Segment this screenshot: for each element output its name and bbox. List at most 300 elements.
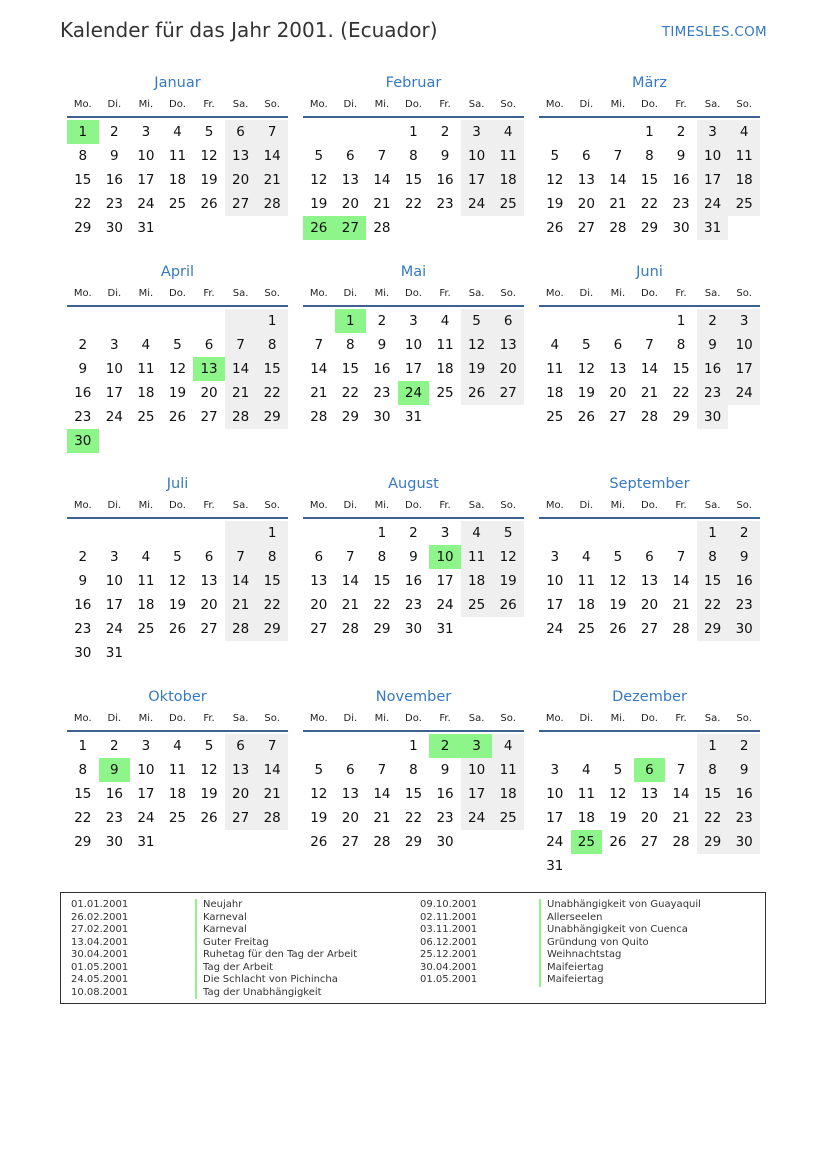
empty-cell (335, 734, 367, 758)
day-cell: 15 (373, 573, 391, 589)
day-cell: 11 (546, 361, 564, 377)
month-oktober (67, 686, 288, 854)
day-cell: 28 (609, 220, 627, 236)
day-cell: 25 (137, 621, 155, 637)
month-februar (303, 72, 524, 240)
weekday-label: Do. (405, 99, 422, 110)
day-cell: 10 (137, 148, 155, 164)
day-cell: 1 (409, 738, 418, 754)
weekday-label: Mo. (309, 288, 328, 299)
day-grid (539, 732, 760, 878)
day-cell: 4 (461, 521, 493, 545)
day-cell: 29 (341, 409, 359, 425)
weekday-header (67, 95, 288, 118)
day-cell: 25 (168, 196, 187, 212)
month-name: März (632, 75, 667, 91)
weekday-label: Mo. (309, 713, 328, 724)
day-cell: 15 (672, 361, 690, 377)
day-cell: 13 (609, 361, 627, 377)
day-cell: 29 (256, 405, 288, 429)
weekday-label: Do. (641, 500, 658, 511)
day-grid (539, 118, 760, 240)
day-cell: 16 (404, 573, 423, 589)
holiday-name: Maifeiertag (539, 962, 701, 975)
weekday-label: Fr. (203, 500, 215, 511)
day-cell: 20 (341, 810, 359, 826)
day-cell: 29 (404, 834, 423, 850)
day-cell: 10 (105, 573, 123, 589)
day-cell: 9 (440, 762, 450, 778)
day-cell: 21 (256, 168, 288, 192)
day-cell: 29 (373, 621, 391, 637)
day-cell: 21 (256, 782, 288, 806)
empty-cell (728, 854, 760, 878)
weekday-label: Do. (405, 713, 422, 724)
day-cell: 10 (105, 361, 123, 377)
day-cell: 6 (645, 549, 654, 565)
weekday-header (539, 709, 760, 732)
day-cell: 26 (492, 593, 524, 617)
weekday-header (303, 496, 524, 519)
day-cell: 15 (256, 357, 288, 381)
day-cell: 1 (697, 521, 729, 545)
holiday-name: Karneval (195, 924, 357, 937)
day-cell: 10 (697, 144, 729, 168)
day-cell: 21 (225, 593, 257, 617)
day-cell: 8 (409, 148, 418, 164)
month-name: November (375, 689, 452, 705)
day-cell: 14 (310, 361, 328, 377)
weekday-header (539, 496, 760, 519)
day-cell: 24 (461, 806, 493, 830)
empty-cell (67, 309, 99, 333)
day-cell: 22 (404, 196, 423, 212)
holiday-names-column-1 (195, 899, 357, 999)
empty-cell (303, 521, 335, 545)
empty-cell (162, 521, 194, 545)
day-cell: 11 (577, 786, 595, 802)
empty-cell (193, 641, 225, 665)
day-cell: 20 (492, 357, 524, 381)
day-cell: 4 (173, 738, 182, 754)
day-cell: 19 (546, 196, 564, 212)
weekday-label: Mo. (73, 288, 92, 299)
day-cell: 27 (225, 806, 257, 830)
day-cell: 6 (204, 549, 214, 565)
day-cell: 8 (377, 549, 387, 565)
empty-cell (225, 830, 257, 854)
day-cell: 20 (310, 597, 328, 613)
day-grid (67, 519, 288, 665)
holiday-date: 27.02.2001 (71, 924, 129, 935)
day-cell: 11 (492, 758, 524, 782)
day-cell: 20 (640, 810, 659, 826)
weekday-header (67, 709, 288, 732)
day-cell: 30 (697, 405, 729, 429)
day-cell: 16 (697, 357, 729, 381)
holiday-date: 10.08.2001 (71, 986, 129, 998)
day-cell: 23 (105, 196, 123, 212)
day-cell: 25 (137, 409, 155, 425)
empty-cell (539, 309, 571, 333)
day-cell: 31 (697, 216, 729, 240)
day-cell: 23 (436, 196, 454, 212)
holiday-date: 25.12.2001 (420, 949, 478, 960)
weekday-label: Sa. (468, 99, 485, 110)
day-cell: 3 (141, 738, 151, 754)
weekday-label: So. (736, 288, 752, 299)
day-cell: 29 (74, 834, 92, 850)
day-cell: 27 (577, 220, 595, 236)
day-cell: 7 (225, 333, 257, 357)
empty-cell (366, 120, 398, 144)
month-name: Juli (166, 476, 189, 492)
day-cell: 7 (676, 762, 686, 778)
day-grid (67, 732, 288, 854)
weekday-header (67, 496, 288, 519)
weekday-label: Mo. (73, 99, 92, 110)
empty-cell (429, 216, 461, 240)
day-cell: 24 (546, 621, 564, 637)
day-cell: 1 (676, 313, 686, 329)
day-cell: 27 (310, 621, 328, 637)
weekday-label: Fr. (675, 500, 687, 511)
day-cell: 9 (728, 758, 760, 782)
day-cell: 30 (672, 220, 690, 236)
day-cell: 26 (168, 621, 187, 637)
day-cell: 29 (74, 220, 92, 236)
weekday-label: Do. (641, 288, 658, 299)
empty-cell (602, 309, 634, 333)
weekday-label: Di. (343, 500, 358, 511)
day-cell: 17 (728, 357, 760, 381)
weekday-label: Fr. (203, 713, 215, 724)
day-cell: 14 (225, 357, 257, 381)
day-cell: 23 (373, 385, 391, 401)
weekday-label: So. (736, 99, 752, 110)
day-cell: 8 (697, 545, 729, 569)
day-cell: 7 (377, 762, 387, 778)
weekday-label: Sa. (704, 713, 721, 724)
weekday-label: Di. (579, 288, 594, 299)
day-cell: 2 (110, 124, 119, 140)
weekday-label: So. (264, 288, 280, 299)
day-cell: 19 (492, 569, 524, 593)
day-cell: 30 (436, 834, 454, 850)
day-cell: 25 (436, 385, 454, 401)
day-cell: 13 (310, 573, 328, 589)
day-cell: 30 (105, 834, 123, 850)
day-cell: 22 (373, 597, 391, 613)
day-cell: 25 (492, 806, 524, 830)
day-cell: 24 (436, 597, 454, 613)
day-cell: 13 (193, 357, 225, 381)
day-cell: 24 (461, 192, 493, 216)
month-name: Oktober (148, 689, 207, 705)
day-cell: 6 (314, 549, 324, 565)
day-cell: 9 (697, 333, 729, 357)
day-cell: 21 (373, 810, 391, 826)
day-cell: 8 (676, 337, 686, 353)
day-grid (303, 118, 524, 240)
day-cell: 30 (404, 621, 423, 637)
day-cell: 3 (550, 762, 560, 778)
day-cell: 6 (634, 758, 666, 782)
day-cell: 8 (256, 333, 288, 357)
day-cell: 9 (440, 148, 450, 164)
empty-cell (99, 429, 131, 453)
weekday-label: Sa. (704, 288, 721, 299)
day-cell: 10 (404, 337, 423, 353)
day-cell: 16 (728, 782, 760, 806)
day-cell: 14 (256, 758, 288, 782)
day-cell: 28 (225, 617, 257, 641)
day-cell: 23 (672, 196, 690, 212)
weekday-label: Mo. (545, 500, 564, 511)
day-cell: 6 (346, 762, 355, 778)
day-cell: 28 (225, 405, 257, 429)
day-cell: 11 (436, 337, 454, 353)
day-cell: 18 (436, 361, 454, 377)
day-cell: 15 (74, 172, 92, 188)
day-cell: 19 (609, 597, 627, 613)
day-cell: 11 (492, 144, 524, 168)
day-cell: 17 (436, 573, 454, 589)
month-juli (67, 473, 288, 665)
day-cell: 14 (373, 786, 391, 802)
day-cell: 25 (728, 192, 760, 216)
day-cell: 15 (640, 172, 659, 188)
day-cell: 10 (137, 762, 155, 778)
day-cell: 21 (609, 196, 627, 212)
month-name: August (388, 476, 439, 492)
day-cell: 12 (168, 573, 187, 589)
day-cell: 22 (697, 593, 729, 617)
day-cell: 2 (440, 124, 450, 140)
empty-cell (539, 734, 571, 758)
day-grid (67, 307, 288, 453)
day-cell: 19 (310, 196, 328, 212)
holiday-date: 30.04.2001 (420, 961, 478, 973)
day-cell: 1 (645, 124, 654, 140)
weekday-label: Mo. (545, 713, 564, 724)
day-cell: 7 (256, 120, 288, 144)
day-cell: 27 (200, 409, 218, 425)
day-cell: 16 (672, 172, 690, 188)
page-title: Kalender für das Jahr 2001. (Ecuador) (60, 18, 438, 42)
day-cell: 21 (640, 385, 659, 401)
day-cell: 31 (137, 834, 155, 850)
weekday-label: Di. (107, 500, 122, 511)
empty-cell (67, 521, 99, 545)
day-cell: 12 (609, 786, 627, 802)
day-cell: 19 (310, 810, 328, 826)
holiday-date: 03.11.2001 (420, 924, 478, 935)
day-cell: 28 (341, 621, 359, 637)
day-cell: 12 (609, 573, 627, 589)
weekday-label: Di. (579, 99, 594, 110)
day-cell: 8 (697, 758, 729, 782)
month-name: Januar (154, 75, 201, 91)
month-januar (67, 72, 288, 240)
day-cell: 2 (697, 309, 729, 333)
holiday-dates-column-1 (71, 899, 128, 999)
weekday-label: So. (264, 713, 280, 724)
month-dezember (539, 686, 760, 878)
weekday-label: Fr. (675, 713, 687, 724)
day-cell: 21 (672, 810, 690, 826)
weekday-label: So. (736, 713, 752, 724)
empty-cell (193, 216, 225, 240)
day-cell: 7 (613, 148, 623, 164)
day-cell: 5 (204, 124, 214, 140)
day-cell: 9 (728, 545, 760, 569)
weekday-label: Fr. (203, 99, 215, 110)
day-cell: 7 (645, 337, 654, 353)
weekday-label: Do. (169, 500, 186, 511)
day-cell: 1 (67, 120, 99, 144)
holiday-name: Guter Freitag (195, 937, 357, 950)
day-cell: 5 (582, 337, 591, 353)
weekday-label: Do. (169, 288, 186, 299)
empty-cell (335, 120, 367, 144)
day-cell: 13 (200, 573, 218, 589)
day-cell: 28 (256, 192, 288, 216)
day-cell: 9 (110, 148, 119, 164)
weekday-label: Sa. (468, 500, 485, 511)
day-cell: 6 (582, 148, 591, 164)
day-cell: 30 (67, 429, 99, 453)
day-cell: 6 (225, 120, 257, 144)
empty-cell (634, 309, 666, 333)
day-cell: 26 (168, 409, 187, 425)
day-cell: 9 (78, 573, 88, 589)
empty-cell (571, 854, 603, 878)
day-cell: 13 (341, 172, 359, 188)
day-cell: 12 (168, 361, 187, 377)
day-cell: 2 (728, 521, 760, 545)
day-cell: 2 (78, 549, 88, 565)
day-cell: 18 (728, 168, 760, 192)
empty-cell (602, 120, 634, 144)
day-cell: 16 (74, 597, 92, 613)
day-cell: 19 (200, 786, 218, 802)
weekday-label: Sa. (232, 713, 249, 724)
empty-cell (602, 521, 634, 545)
day-cell: 7 (377, 148, 387, 164)
empty-cell (256, 216, 288, 240)
day-cell: 4 (440, 313, 450, 329)
day-cell: 28 (310, 409, 328, 425)
weekday-label: Fr. (203, 288, 215, 299)
month-name: April (160, 264, 195, 280)
day-cell: 4 (141, 549, 151, 565)
empty-cell (665, 854, 697, 878)
weekday-label: Di. (107, 713, 122, 724)
day-grid (303, 519, 524, 641)
day-cell: 16 (74, 385, 92, 401)
day-cell: 23 (74, 621, 92, 637)
weekday-label: Do. (405, 288, 422, 299)
day-cell: 22 (672, 385, 690, 401)
empty-cell (665, 521, 697, 545)
day-cell: 3 (697, 120, 729, 144)
day-cell: 25 (492, 192, 524, 216)
month-märz (539, 72, 760, 240)
holiday-date: 30.04.2001 (71, 949, 129, 960)
day-cell: 27 (492, 381, 524, 405)
weekday-label: Fr. (439, 99, 451, 110)
empty-cell (99, 309, 131, 333)
day-cell: 20 (609, 385, 627, 401)
empty-cell (225, 309, 257, 333)
day-cell: 11 (728, 144, 760, 168)
day-cell: 30 (105, 220, 123, 236)
day-cell: 5 (314, 762, 324, 778)
day-grid (67, 118, 288, 240)
day-cell: 26 (609, 834, 627, 850)
brand-link[interactable]: TIMESLES.COM (661, 24, 767, 40)
day-cell: 13 (577, 172, 595, 188)
day-cell: 8 (256, 545, 288, 569)
day-cell: 1 (377, 525, 387, 541)
weekday-label: Do. (169, 99, 186, 110)
day-cell: 18 (577, 597, 595, 613)
day-cell: 20 (200, 385, 218, 401)
day-cell: 28 (373, 834, 391, 850)
empty-cell (162, 309, 194, 333)
day-cell: 17 (105, 385, 123, 401)
month-mai (303, 261, 524, 429)
day-cell: 14 (341, 573, 359, 589)
day-cell: 21 (341, 597, 359, 613)
weekday-label: Mi. (374, 288, 390, 299)
day-cell: 28 (373, 220, 391, 236)
day-cell: 26 (609, 621, 627, 637)
day-cell: 25 (577, 621, 595, 637)
day-cell: 18 (137, 597, 155, 613)
day-cell: 31 (436, 621, 454, 637)
day-cell: 26 (546, 220, 564, 236)
day-cell: 1 (697, 734, 729, 758)
day-cell: 31 (105, 645, 123, 661)
holiday-date: 02.11.2001 (420, 911, 478, 923)
day-cell: 19 (168, 597, 187, 613)
month-august (303, 473, 524, 641)
day-cell: 16 (728, 569, 760, 593)
weekday-header (303, 95, 524, 118)
day-cell: 31 (546, 858, 564, 874)
day-cell: 13 (225, 144, 257, 168)
day-cell: 27 (640, 834, 659, 850)
day-cell: 9 (377, 337, 387, 353)
day-cell: 17 (137, 172, 155, 188)
day-cell: 14 (672, 573, 690, 589)
empty-cell (225, 641, 257, 665)
weekday-label: Mi. (138, 99, 154, 110)
weekday-header (539, 284, 760, 307)
empty-cell (303, 120, 335, 144)
empty-cell (571, 120, 603, 144)
day-cell: 17 (404, 361, 423, 377)
day-cell: 1 (256, 521, 288, 545)
day-cell: 21 (225, 381, 257, 405)
day-cell: 18 (577, 810, 595, 826)
empty-cell (461, 830, 493, 854)
day-cell: 3 (110, 337, 119, 353)
day-cell: 11 (168, 762, 187, 778)
day-cell: 25 (168, 810, 187, 826)
